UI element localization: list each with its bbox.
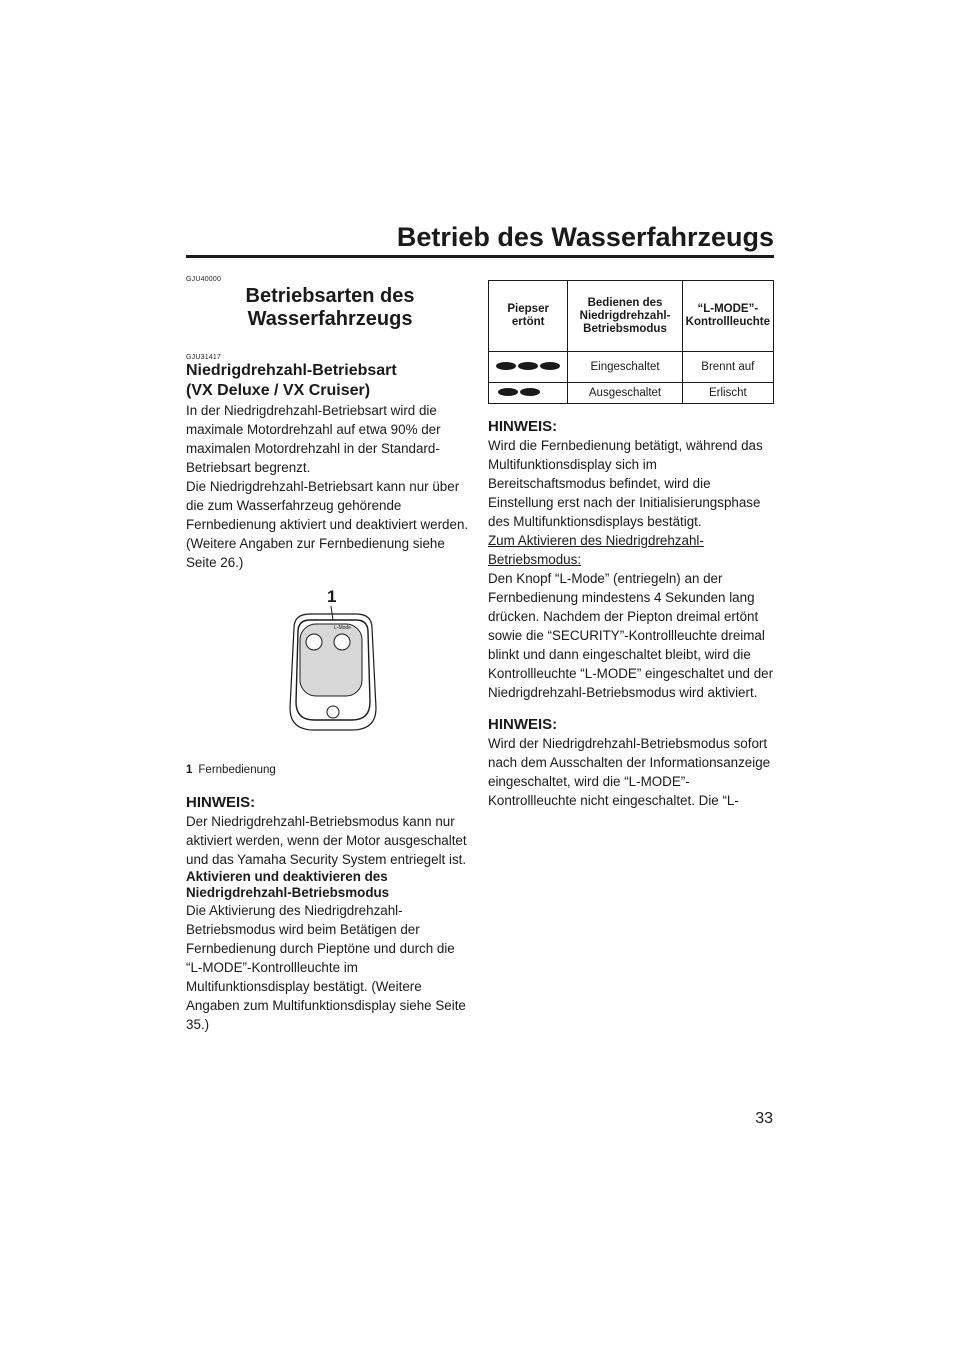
section-title [186,361,474,401]
remote-control-illustration [186,584,474,762]
beep-icon [540,362,560,370]
chapter-title [186,285,474,331]
chapter-code: GJU40000 [186,276,222,283]
activate-text: Den Knopf “L-Mode” (entriegeln) an der Fernbedienung mindestens 4 Sekunden lang drücken. Nachdem der Piepton dreimal ertönt sowie die “SECURITY”-Kontrollleuchte dreimal blinkt und dann eingeschaltet bleibt, wird die Kontrollleuchte “L-MODE” eingeschaltet und der Niedrigdrehzahl-Betriebsmodus wird aktiviert. [488,571,774,700]
caption-number: 1 [186,764,193,776]
caption-text: Fernbedienung [198,764,276,776]
figure-callout: 1 [327,587,337,606]
beep-icon [520,388,540,396]
keyring-hole [327,706,339,718]
mode-cell: Ausgeschaltet [568,383,682,404]
section-code: GJU31417 [186,354,222,361]
note-text-right-1: Wird die Fernbedienung betätigt, während das Multifunktionsdisplay sich im Bereitschaftsmodus befindet, wird die Einstellung erst nach der Initialisierungsphase des Multifunktionsdisplays bestätigt. [488,438,763,529]
status-table [488,280,774,404]
note-title-right-2: HINWEIS: [488,716,558,733]
lamp-cell: Erlischt [682,383,773,404]
right-column [488,276,774,810]
subsection-title: Aktivieren und deaktivieren des Niedrigdrehzahl-Betriebsmodus [186,869,390,900]
chapter-title-line2: Wasserfahrzeugs [247,308,413,330]
page-number: 33 [755,1110,773,1127]
table-row [489,383,774,404]
activate-heading: Zum Aktivieren des Niedrigdrehzahl-Betriebsmodus: [488,533,704,567]
note-text-left: Der Niedrigdrehzahl-Betriebsmodus kann nur aktiviert werden, wenn der Motor ausgeschaltet und das Yamaha Security System entriegelt ist. [186,814,467,867]
intro-paragraph: In der Niedrigdrehzahl-Betriebsart wird die maximale Motordrehzahl auf etwa 90% der maximalen Motordrehzahl in der Standard-Betriebsart begrenzt. [186,403,441,475]
l-mode-button [334,634,350,650]
note-title-right-1: HINWEIS: [488,418,558,435]
lamp-cell: Brennt auf [682,352,773,383]
section-title-line1: Niedrigdrehzahl-Betriebsart [186,362,397,379]
subsection-text: Die Aktivierung des Niedrigdrehzahl-Betriebsmodus wird beim Betätigen der Fernbedienung durch Pieptöne und durch die “L-MODE”-Kontrollleuchte im Multifunktionsdisplay bestätigt. (Weitere Angaben zum Multifunktionsdisplay siehe Seite 35.) [186,903,466,1032]
note-text-right-2: Wird der Niedrigdrehzahl-Betriebsmodus sofort nach dem Ausschalten der Informationsanzeige eingeschaltet, wird die “L-MODE”-Kontrollleuchte nicht eingeschaltet. Die “L- [488,736,771,808]
remote-figure [186,584,474,762]
beep-icon [496,362,516,370]
beep-cell [489,383,568,404]
table-row [489,352,774,383]
table-header-beeper: Piepser ertönt [489,281,568,352]
note-title-left: HINWEIS: [186,794,256,811]
chapter-title-line1: Betriebsarten des [245,285,415,307]
lock-button [306,634,322,650]
remote-paragraph: Die Niedrigdrehzahl-Betriebsart kann nur über die zum Wasserfahrzeug gehörende Fernbedienung aktiviert und deaktiviert werden. (Weitere Angaben zur Fernbedienung siehe Seite 26.) [186,479,469,570]
section-title-line2: (VX Deluxe / VX Cruiser) [186,382,371,399]
mode-cell: Eingeschaltet [568,352,682,383]
table-header-mode: Bedienen des Niedrigdrehzahl-Betriebsmodus [568,281,682,352]
beep-icon [498,388,518,396]
header-rule [186,255,774,258]
left-column [186,276,474,1034]
beep-icon [518,362,538,370]
table-header-lamp: “L-MODE”-Kontrollleuchte [682,281,773,352]
beep-cell [489,352,568,383]
page-title: Betrieb des Wasserfahrzeugs [396,222,774,252]
l-mode-label: L-Mode [334,625,351,631]
figure-caption [186,764,474,776]
